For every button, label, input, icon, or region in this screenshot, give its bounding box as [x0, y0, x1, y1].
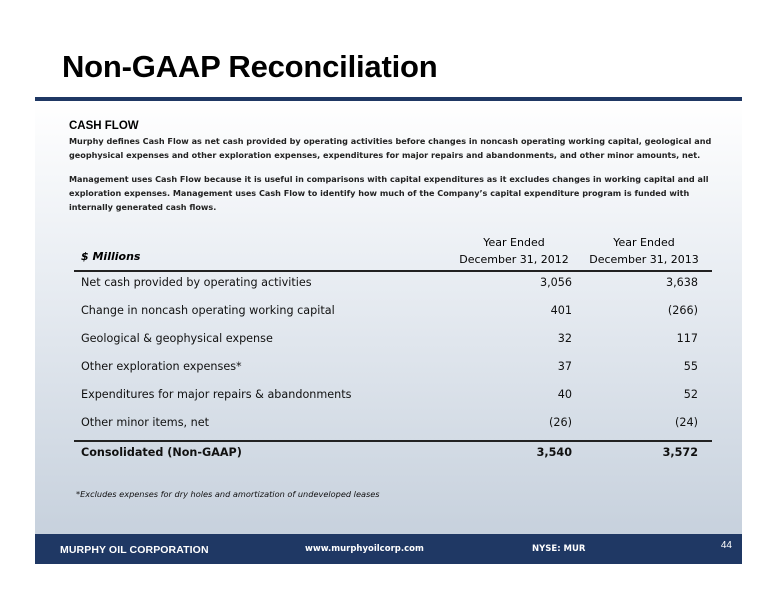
value-2012: 401 — [550, 304, 572, 317]
header-divider — [74, 270, 712, 272]
value-2013: 55 — [683, 360, 698, 373]
column-header-2013-line2: December 31, 2013 — [589, 253, 699, 266]
table-row — [74, 386, 712, 406]
footer-bar — [35, 534, 742, 564]
row-label: Geological & geophysical expense — [81, 332, 273, 345]
table-row — [74, 330, 712, 350]
row-label: Change in noncash operating working capital — [81, 304, 335, 317]
value-2013: (24) — [675, 416, 698, 429]
table-row — [74, 274, 712, 294]
value-2012: 32 — [557, 332, 572, 345]
table-row — [74, 414, 712, 434]
value-2012: 3,056 — [539, 276, 572, 289]
total-divider — [74, 440, 712, 442]
value-2012: 37 — [557, 360, 572, 373]
row-label: Other exploration expenses* — [81, 360, 242, 373]
unit-label: $ Millions — [81, 250, 141, 263]
column-header-2012-line1: Year Ended — [483, 236, 545, 249]
value-2012: (26) — [549, 416, 572, 429]
value-2013: (266) — [667, 304, 698, 317]
value-2013: 117 — [676, 332, 698, 345]
slide-title: Non-GAAP Reconciliation — [62, 49, 438, 84]
value-2013: 3,638 — [665, 276, 698, 289]
row-label: Net cash provided by operating activities — [81, 276, 312, 289]
value-2013: 52 — [683, 388, 698, 401]
section-heading: CASH FLOW — [69, 120, 139, 132]
row-label: Other minor items, net — [81, 416, 209, 429]
row-label: Expenditures for major repairs & abandonments — [81, 388, 352, 401]
column-header-2013 — [574, 234, 714, 268]
column-header-2012-line2: December 31, 2012 — [459, 253, 569, 266]
footnote: *Excludes expenses for dry holes and amortization of undeveloped leases — [76, 489, 380, 499]
definition-paragraph: Murphy defines Cash Flow as net cash provided by operating activities before changes in noncash operating working capital, geological and geophysical expenses and other exploration expenses, expenditures for major repairs and abandonments, and other minor amounts, net. — [69, 136, 712, 160]
stock-ticker: NYSE: MUR — [532, 544, 586, 554]
total-label: Consolidated (Non-GAAP) — [81, 446, 242, 459]
value-2012: 40 — [557, 388, 572, 401]
total-value-2012: 3,540 — [536, 446, 572, 459]
page-number: 44 — [720, 540, 732, 551]
website-link[interactable]: www.murphyoilcorp.com — [305, 544, 424, 554]
column-header-2013-line1: Year Ended — [613, 236, 675, 249]
table-row — [74, 302, 712, 322]
total-value-2013: 3,572 — [662, 446, 698, 459]
table-row — [74, 358, 712, 378]
usage-paragraph: Management uses Cash Flow because it is useful in comparisons with capital expenditures as it excludes changes in working capital and all exploration expenses. Management uses Cash Flow to identify how much of the Company’s capital expenditure program is funded with internally generated cash flows. — [69, 174, 709, 212]
total-row — [74, 444, 712, 464]
column-header-2012 — [444, 234, 584, 268]
company-name: MURPHY OIL CORPORATION — [60, 544, 209, 556]
